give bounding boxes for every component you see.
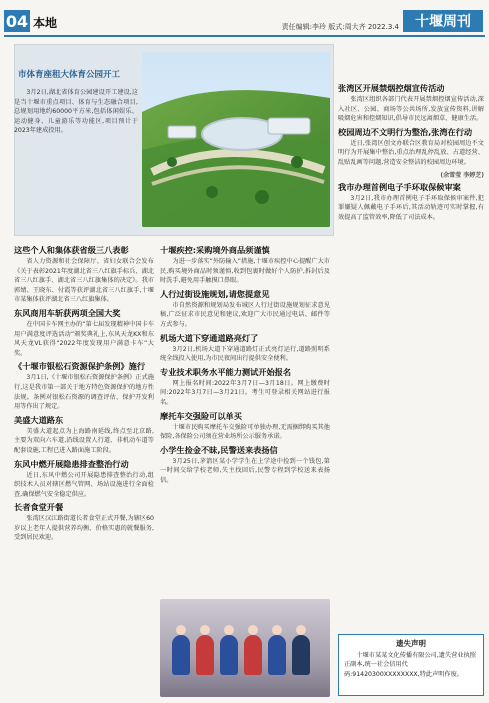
col1-item-4-title: 美盛大道路东 [14, 414, 64, 425]
col1-item-6-title: 长者食堂开餐 [14, 502, 64, 513]
col3-credit: (余雪莹 李婷芝) [440, 171, 484, 179]
column-3 [338, 80, 484, 222]
students-photo [160, 599, 330, 697]
notice-text: 十堰市某某文化传播有限公司,遗失营业执照正副本,统一社会信用代码:91420300XXXXXXXX,特此声明作废。 [344, 652, 476, 678]
col2-item-4-text: 网上报名时间:2022年3月7日—3月18日。网上缴费时间:2022年3月7日—3月21日。考生可登录相关网站进行报名。 [160, 379, 330, 406]
col1-item-5-title: 东风中燃开展隐患排查整治行动 [14, 458, 129, 469]
col3-item-2-title: 校园周边不文明行为整治,张湾在行动 [338, 126, 473, 137]
col2-item-5-text: 十堰市民购买摩托车交强险可单独办理,无需捆绑购买其他保险,各保险公司须在营业场所公示服务承诺。 [160, 423, 330, 441]
top-feature-title: 市体育座租大体育公园开工 [18, 70, 121, 80]
col3-item-1-title: 张湾区开展禁烟控烟宣传活动 [338, 83, 445, 93]
col2-item-1-text: 为进一步落实“外防输入”措施,十堰市疾控中心提醒广大市民,购买境外商品时须谨慎,收到包裹时做好个人防护,拆封后及时洗手,避免用手触摸口鼻眼。 [160, 258, 330, 285]
col1-item-2-title: 东风商用车斩获两项全国大奖 [14, 307, 121, 318]
column-2 [160, 242, 330, 486]
page-meta: 责任编辑:李玲 版式:周大齐 2022.3.4 [281, 23, 399, 31]
col2-item-6-title: 小学生捡金不昧,民警送来表扬信 [160, 444, 278, 455]
col1-item-5-text: 近日,东风中燃公司开展隐患排查整治行动,组织技术人员对辖区燃气管网、场站设施进行全面检查,确保燃气安全稳定供应。 [14, 471, 154, 498]
col2-item-5-title: 摩托车交强险可以单买 [160, 410, 242, 421]
col1-item-6-text: 张湾区汉江路街道长者食堂正式开餐,为辖区60岁以上老年人提供营养均衡、价格实惠的就餐服务,受到居民欢迎。 [14, 515, 154, 542]
col1-item-1-title: 这些个人和集体获省级三八表彰 [14, 245, 129, 255]
col2-item-2-title: 人行过街设施规划,请您提意见 [160, 288, 270, 299]
col3-item-3-text: 3月2日,我市办理首例电子手环取保候审案件,犯罪嫌疑人佩戴电子手环后,其活动轨迹可实时掌握,有效提高了监管效率,降低了司法成本。 [338, 194, 484, 221]
notice-box [338, 634, 484, 696]
col2-item-6-text: 3月25日,茅箭区某小学学生在上学途中捡到一个钱包,第一时间交给学校老师,失主找回后,民警专程到学校送来表扬信。 [160, 457, 330, 484]
col1-item-1-text: 省人力资源和社会保障厅、省妇女联合会发布《关于表彰2021年度湖北省三八红旗手标兵、湖北省三八红旗手、湖北省三八红旗集体的决定》。我市郭婧、王晓东、付霞等获评湖北省三八红旗手,十堰市某集体获评湖北省三八红旗集体。 [14, 258, 154, 304]
col1-item-4-text: 美盛大道起点为上海路南延线,终点至北京路,主要为双向六车道,沿线设置人行道、非机动车道等配套设施,工程已进入路面施工阶段。 [14, 427, 154, 454]
col2-item-3-text: 3月2日,机场大道下穿通道路灯正式亮灯运行,道路照明系统全线投入使用,为市民夜间出行提供安全便利。 [160, 345, 330, 363]
masthead: 十堰周刊 [403, 10, 483, 32]
col2-item-3-title: 机场大道下穿通道路亮灯了 [160, 332, 259, 343]
col1-item-3-title: 《十堰市银松石资源保护条例》施行 [14, 361, 146, 372]
header-rule [4, 35, 485, 37]
col1-item-2-text: 在中国卡车网主办的“第七届发现精神中国卡车用户满意度评选活动”颁奖典礼上,东风天龙KX和东风天龙VL获得“2022年度发现用户满意卡车”大奖。 [14, 320, 154, 357]
page-number: 04 [5, 11, 29, 31]
aerial-park-image [142, 52, 330, 227]
col2-item-2-text: 市自然资源和规划局发布城区人行过街设施规划征求意见稿,广泛征求市民意见和建议,欢迎广大市民通过电话、邮件等方式参与。 [160, 301, 330, 328]
col2-item-4-title: 专业技术职务水平能力测试开始报名 [160, 366, 292, 377]
page-header [0, 0, 489, 36]
col1-item-3-text: 3月1日,《十堰市银松石资源保护条例》正式施行,这是我市第一部关于地方特色资源保护的地方性法规。条例对银松石资源的调查评估、保护开发利用等作出了规定。 [14, 374, 154, 411]
column-1 [14, 242, 154, 543]
section-name: 本地 [33, 16, 58, 30]
col3-item-1-text: 张湾区组织各部门代表开展禁烟控烟宣传活动,深入社区、公园、商场等公共场所,发放宣传资料,讲解吸烟危害和控烟知识,倡导市民远离烟草、健康生活。 [338, 96, 484, 123]
top-feature-text: 3月2日,湖北省体育公园建设开工建设,这是当十堰市重点项目、体育与生态融合项目,总规划用地约60000平方米,包括体闲娱乐、运动健身、儿童游乐等功能区,项目预计于2023年建成投用。 [14, 89, 138, 135]
col2-item-1-title: 十堰疾控:采购境外商品须谨慎 [160, 245, 270, 255]
col3-item-2-text: 近日,张湾区创文办联合区教育局对校园周边不文明行为开展集中整治,重点治理乱停乱放、占道经营、乱贴乱画等问题,营造安全整洁的校园周边环境。 [338, 139, 484, 166]
col3-item-3-title: 我市办理首例电子手环取保候审案 [338, 181, 461, 192]
notice-title: 遗失声明 [396, 639, 426, 648]
